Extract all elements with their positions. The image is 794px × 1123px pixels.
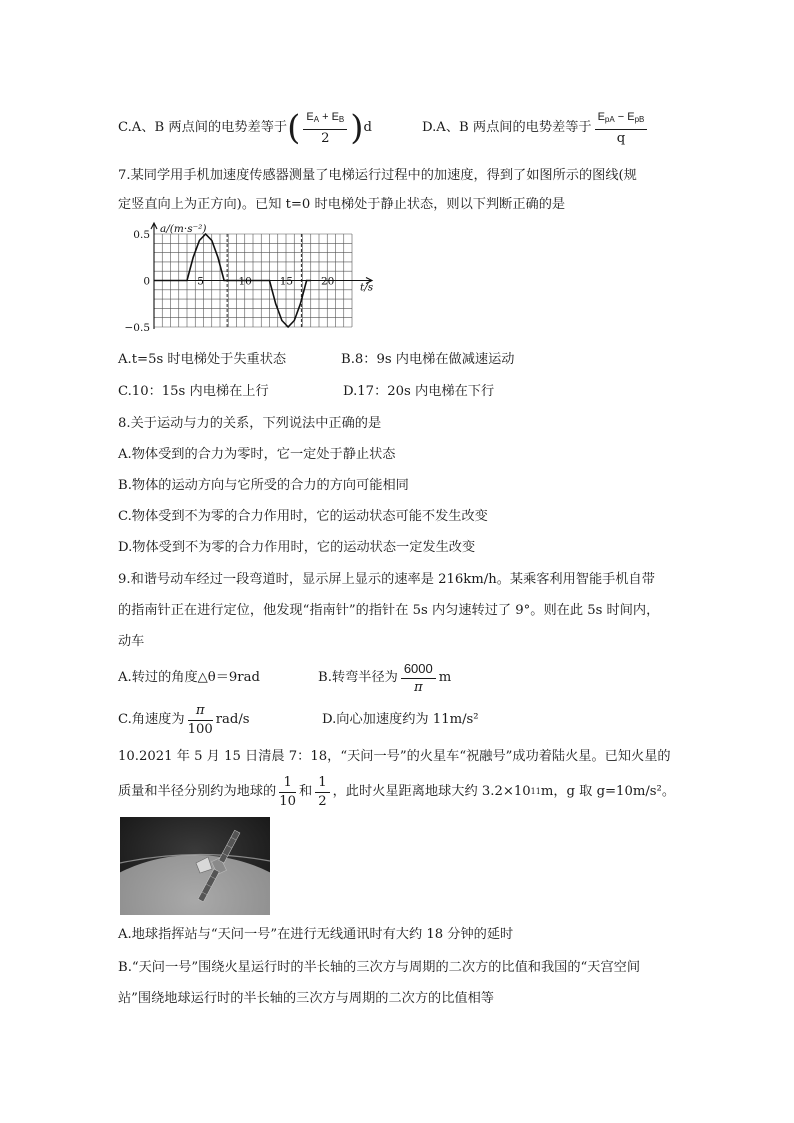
- q10-fraction-one-tenth: $\frac{1}{10}$: [279, 774, 297, 809]
- q6-option-d: [422, 106, 650, 150]
- q9-c-unit: rad/s: [215, 712, 250, 727]
- right-paren: ): [350, 108, 364, 148]
- q9-stem-line3: 动车: [118, 634, 145, 649]
- q10-line2-end: m，g 取 g=10m/s²。: [540, 784, 676, 799]
- q10-option-b-line1: B.“天问一号”围绕火星运行时的半长轴的三次方与周期的二次方的比值和我国的“天宫空间: [118, 960, 641, 975]
- q10-option-b-line2: 站”围绕地球运行时的半长轴的三次方与周期的二次方的比值相等: [118, 991, 494, 1006]
- x-tick-label: 20: [321, 275, 335, 288]
- q9-option-a: A.转过的角度△θ＝9rad: [118, 670, 260, 685]
- q10-line2-suffix: ，此时火星距离地球大约 3.2×10: [332, 784, 531, 799]
- chart-tick-labels: [125, 229, 335, 334]
- q10-fraction-one-half: $\frac{1}{2}$: [315, 775, 329, 810]
- left-paren: (: [287, 108, 301, 148]
- q10-option-a: A.地球指挥站与“天问一号”在进行无线通讯时有大约 18 分钟的延时: [118, 927, 514, 942]
- q9-b-unit: m: [438, 670, 452, 685]
- q7-option-b: B.8：9s 内电梯在做减速运动: [341, 352, 515, 367]
- acceleration-chart: [118, 220, 388, 340]
- q10-stem-line1: 10.2021 年 5 月 15 日清晨 7：18，“天问一号”的火星车“祝融号”成功着陆火星。已知火星的: [118, 749, 671, 764]
- q8-option-b: B.物体的运动方向与它所受的合力的方向可能相同: [118, 478, 409, 493]
- q9-option-d: D.向心加速度约为 11m/s²: [322, 712, 479, 727]
- q9-b-fraction: $\frac{6000}{\pi}$: [401, 661, 436, 696]
- q6-c-suffix: d: [363, 120, 372, 135]
- mars-orbiter-image: [120, 817, 270, 915]
- q9-option-b-text: B.转弯半径为: [318, 670, 398, 685]
- q8-option-d: D.物体受到不为零的合力作用时，它的运动状态一定发生改变: [118, 540, 476, 555]
- q7-stem-line2: 定竖直向上为正方向)。已知 t=0 时电梯处于静止状态，则以下判断正确的是: [118, 197, 566, 212]
- q10-stem-line2: [118, 772, 675, 812]
- y-tick-label: 0.5: [133, 229, 150, 241]
- q9-option-c-text: C.角速度为: [118, 712, 185, 727]
- x-tick-label: 5: [197, 275, 204, 288]
- q6-option-c-text: C.A、B 两点间的电势差等于: [118, 120, 288, 135]
- q7-stem-line1: 7.某同学用手机加速度传感器测量了电梯运行过程中的加速度，得到了如图所示的图线(规: [118, 168, 637, 183]
- q9-option-c: [118, 700, 250, 740]
- q6-d-fraction: $\frac{E_{pA} - E_{pB}}{q}$: [595, 109, 648, 147]
- x-tick-label: 10: [238, 275, 252, 288]
- q9-c-fraction: $\frac{\pi}{100}$: [187, 702, 213, 737]
- q7-option-c: C.10：15s 内电梯在上行: [118, 384, 269, 399]
- x-tick-label: 15: [279, 275, 294, 288]
- q9-stem-line1: 9.和谐号动车经过一段弯道时，显示屏上显示的速率是 216km/h。某乘客利用智能手机自带: [118, 572, 655, 587]
- q8-option-a: A.物体受到的合力为零时，它一定处于静止状态: [118, 447, 396, 462]
- q10-line2-prefix: 质量和半径分别约为地球的: [118, 784, 277, 799]
- q6-c-fraction: $\frac{E_A + E_B}{2}$: [303, 109, 347, 147]
- q6-option-c: [118, 106, 372, 150]
- q7-option-a: A.t=5s 时电梯处于失重状态: [118, 352, 287, 367]
- q10-exponent: 11: [530, 787, 541, 796]
- q6-option-d-text: D.A、B 两点间的电势差等于: [422, 120, 592, 135]
- q8-stem: 8.关于运动与力的关系，下列说法中正确的是: [118, 416, 382, 431]
- y-tick-label: 0: [143, 275, 150, 288]
- q7-option-d: D.17：20s 内电梯在下行: [343, 384, 495, 399]
- x-axis-label: t/s: [360, 281, 374, 294]
- q8-option-c: C.物体受到不为零的合力作用时，它的运动状态可能不发生改变: [118, 509, 488, 524]
- y-tick-label: −0.5: [124, 322, 150, 334]
- q10-and: 和: [299, 784, 313, 799]
- q9-option-b: [318, 660, 451, 696]
- q9-stem-line2: 的指南针正在进行定位，他发现“指南针”的指针在 5s 内匀速转过了 9°。则在此 5s 时间内，: [118, 603, 660, 618]
- y-axis-label: a/(m·s⁻²): [160, 223, 207, 235]
